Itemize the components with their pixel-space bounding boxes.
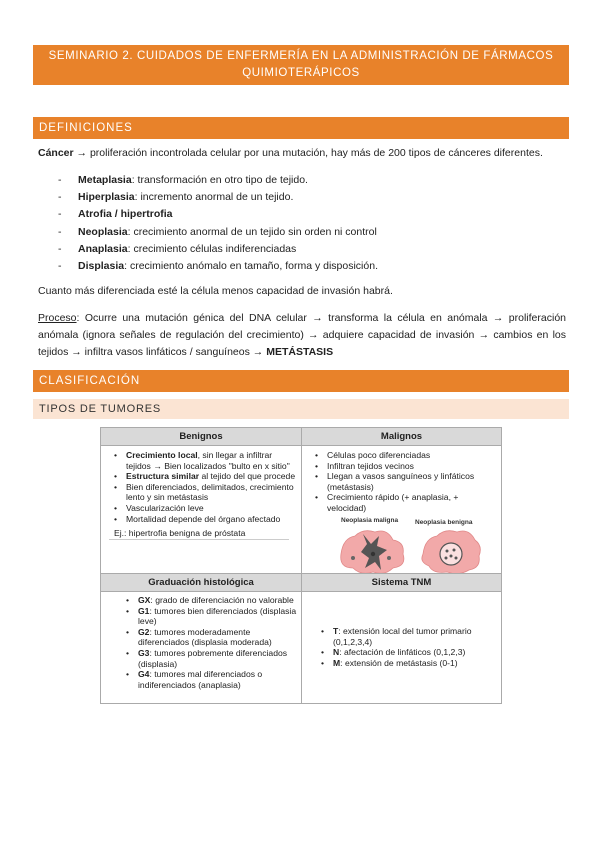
title-line-2: QUIMIOTERÁPICOS [242,67,360,79]
bullet: • [114,450,118,460]
cell-benignos [109,450,297,540]
bullet: • [114,481,118,492]
term-text: : incremento anormal de un tejido. [134,191,294,204]
benign-tissue-shape [422,531,480,574]
bold-term: G2 [138,626,150,637]
bold-term: GX [138,595,151,605]
bold-term: Crecimiento local [126,450,198,460]
bullet: • [126,669,130,680]
section-heading-definiciones: DEFINICIONES [33,117,569,139]
list-item [58,206,558,223]
item-text: , sin llegar a infiltrar tejidos → Bien localizados "bulto en x sitio" [126,450,290,471]
bold-term: G1 [138,605,150,616]
benign-example: Ej.: hipertrofia benigna de próstata [109,528,289,540]
divider [101,591,501,592]
item-text: : extensión de metástasis (0-1) [340,657,458,668]
dash-bullet: - [58,174,62,186]
list-item [109,514,297,525]
document-title [33,45,569,85]
cancer-definition [38,145,566,162]
term-text: : crecimiento células indiferenciadas [127,242,297,255]
item-text: : tumores mal diferenciados o indiferenciados (anaplasia) [138,669,263,690]
bullet: • [126,626,130,637]
cancer-text: → proliferación incontrolada celular por una mutación, hay más de 200 tipos de cánceres diferentes. [73,147,543,159]
term: Metaplasia [78,174,132,186]
list-item [121,648,297,669]
list-item [58,258,558,275]
dash-bullet: - [58,260,62,273]
list-item [58,241,558,258]
dash-bullet: - [58,191,62,204]
header-graduacion: Graduación histológica [101,574,301,591]
section-heading-clasificacion: CLASIFICACIÓN [33,370,569,392]
divider [301,428,302,703]
list-item [109,503,297,514]
list-item [109,471,297,482]
item-text: : grado de diferenciación no valorable [150,595,294,605]
proceso-text: : Ocurre una mutación génica del DNA celular → transforma la célula en anómala → proliferación anómala (ignora señales de regulación del crecimiento) → adquiere capacidad de invasión → cambios en los tejidos → infiltra vasos linfáticos / sanguíneos → [38,312,566,358]
label-neoplasia-benigna: Neoplasia benigna [415,519,473,526]
term-text: : crecimiento anómalo en tamaño, forma y disposición. [124,260,378,273]
label-neoplasia-maligna: Neoplasia maligna [341,517,399,524]
list-item [121,627,297,648]
list-item [310,471,498,492]
bullet: • [114,471,118,482]
term-text: : crecimiento anormal de un tejido sin orden ni control [127,225,377,238]
bullet: • [126,595,130,605]
list-item [310,461,498,472]
list-item [58,189,558,206]
cancer-term: Cáncer [38,147,74,159]
list-item [58,224,558,241]
list-item [316,647,498,658]
proceso-paragraph [38,310,566,361]
header-benignos: Benignos [101,428,301,445]
cell-tnm [316,626,498,668]
metastasis-term: METÁSTASIS [266,346,334,358]
item-text: Mortalidad depende del órgano afectado [126,513,281,524]
item-text: : extensión local del tumor primario (0,1,2,3,4) [333,626,472,647]
list-item [121,669,297,690]
item-text: : tumores bien diferenciados (displasia leve) [138,605,297,627]
cell-graduacion [121,595,297,690]
dash-bullet: - [58,242,62,255]
cell-malignos [310,450,498,514]
definition-list [58,172,558,275]
bold-term: G3 [138,647,150,658]
subheading-tipos-tumores: TIPOS DE TUMORES [33,399,569,419]
list-item [121,595,297,606]
list-item [58,172,558,189]
item-text: : tumores moderadamente diferenciados (displasia moderada) [138,626,272,648]
bullet: • [114,513,118,524]
list-item [121,606,297,627]
item-text: Células poco diferenciadas [327,450,431,460]
bullet: • [315,471,319,482]
bullet: • [315,450,319,460]
diferenciada-paragraph: Cuanto más diferenciada esté la célula menos capacidad de invasión habrá. [38,285,393,297]
term: Atrofia / hipertrofia [78,208,173,221]
proceso-label: Proceso [38,312,77,324]
list-item [316,626,498,647]
neoplasia-illustration [333,514,483,576]
list-item [109,450,297,471]
item-text: : tumores pobremente diferenciados (displasia) [138,647,288,669]
bullet: • [126,605,130,616]
term: Hiperplasia [78,191,135,204]
term: Anaplasia [78,242,128,255]
bold-term: M [333,657,341,668]
list-item [310,492,498,513]
item-text: Bien diferenciados, delimitados, crecimiento lento y sin metástasis [126,481,294,503]
header-tnm: Sistema TNM [302,574,501,591]
title-line-1: SEMINARIO 2. CUIDADOS DE ENFERMERÍA EN LA ADMINISTRACIÓN DE FÁRMACOS [48,50,554,62]
item-text: Infiltran tejidos vecinos [327,460,414,471]
bold-term: T [333,626,339,636]
bullet: • [315,492,319,503]
bold-term: Estructura similar [126,471,200,482]
term: Neoplasia [78,225,128,238]
bullet: • [321,647,325,658]
term: Displasia [78,260,125,273]
item-text: : afectación de linfáticos (0,1,2,3) [339,647,466,658]
dash-bullet: - [58,208,62,221]
bullet: • [321,657,325,668]
item-text: Llegan a vasos sanguíneos y linfáticos (metástasis) [327,471,475,492]
bullet: • [114,502,118,513]
tumor-table [100,427,502,704]
bullet: • [126,647,130,658]
bullet: • [321,626,325,636]
item-text: Vascularización leve [126,502,204,513]
list-item [109,482,297,503]
dash-bullet: - [58,225,62,238]
malignant-tissue-shape [341,531,404,574]
bold-term: N [333,647,340,658]
list-item [310,450,498,461]
item-text: al tejido del que procede [199,471,296,482]
header-malignos: Malignos [302,428,501,445]
bold-term: G4 [138,669,150,680]
term-text: : transformación en otro tipo de tejido. [131,174,308,186]
item-text: Crecimiento rápido (+ anaplasia, + velocidad) [327,492,459,513]
list-item [316,658,498,669]
bullet: • [315,460,319,471]
